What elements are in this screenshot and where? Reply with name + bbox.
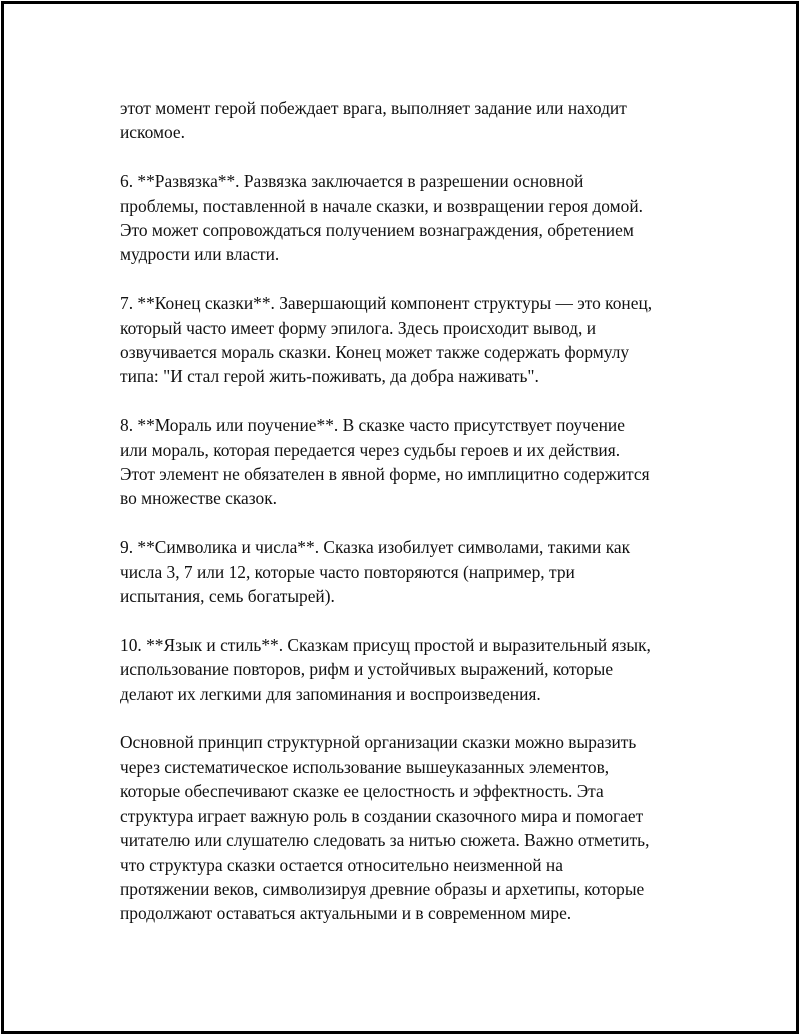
text-line: числа 3, 7 или 12, которые часто повторяются (например, три: [120, 561, 575, 582]
text-line: что структура сказки остается относительно неизменной на: [120, 854, 563, 875]
text-line: испытания, семь богатырей).: [120, 586, 335, 607]
paragraph-item-10: [120, 633, 700, 706]
text-line: использование повторов, рифм и устойчивых выражений, которые: [120, 659, 614, 680]
paragraph-continuation: [120, 96, 700, 145]
text-line: через систематическое использование вышеуказанных элементов,: [120, 756, 610, 777]
text-line: Основной принцип структурной организации сказки можно выразить: [120, 732, 637, 753]
text-line: во множестве сказок.: [120, 488, 278, 509]
text-line: 9. **Символика и числа**. Сказка изобилует символами, такими как: [120, 537, 631, 558]
paragraph-item-7: [120, 291, 700, 389]
text-line: который часто имеет форму эпилога. Здесь происходит вывод, и: [120, 317, 596, 338]
text-line: читателю или слушателю следовать за нитью сюжета. Важно отметить,: [120, 830, 650, 851]
text-line: 10. **Язык и стиль**. Сказкам присущ простой и выразительный язык,: [120, 634, 651, 655]
text-line: протяжении веков, символизируя древние образы и архетипы, которые: [120, 878, 645, 899]
text-line: озвучивается мораль сказки. Конец может также содержать формулу: [120, 342, 630, 363]
text-line: мудрости или власти.: [120, 244, 280, 265]
text-line: Это может сопровождаться получением вознаграждения, обретением: [120, 220, 634, 241]
text-line: проблемы, поставленной в начале сказки, и возвращении героя домой.: [120, 195, 644, 216]
text-line: которые обеспечивают сказке ее целостность и эффектность. Эта: [120, 781, 604, 802]
paragraph-item-9: [120, 535, 700, 608]
text-line: структура играет важную роль в создании сказочного мира и помогает: [120, 805, 644, 826]
text-line: делают их легкими для запоминания и воспроизведения.: [120, 683, 541, 704]
document-body: [120, 96, 700, 950]
page-frame: [1, 1, 799, 1034]
text-line: Этот элемент не обязателен в явной форме, но имплицитно содержится: [120, 464, 650, 485]
text-line: 8. **Мораль или поучение**. В сказке часто присутствует поучение: [120, 415, 625, 436]
text-line: или мораль, которая передается через судьбы героев и их действия.: [120, 439, 621, 460]
paragraph-item-6: [120, 169, 700, 267]
text-line: 7. **Конец сказки**. Завершающий компонент структуры — это конец,: [120, 293, 653, 314]
text-line: искомое.: [120, 122, 185, 143]
text-line: этот момент герой побеждает врага, выполняет задание или находит: [120, 98, 627, 118]
text-line: 6. **Развязка**. Развязка заключается в разрешении основной: [120, 171, 584, 192]
paragraph-conclusion: [120, 730, 700, 925]
text-line: продолжают оставаться актуальными и в современном мире.: [120, 903, 572, 924]
text-line: типа: "И стал герой жить-поживать, да добра наживать".: [120, 366, 539, 387]
paragraph-item-8: [120, 413, 700, 511]
